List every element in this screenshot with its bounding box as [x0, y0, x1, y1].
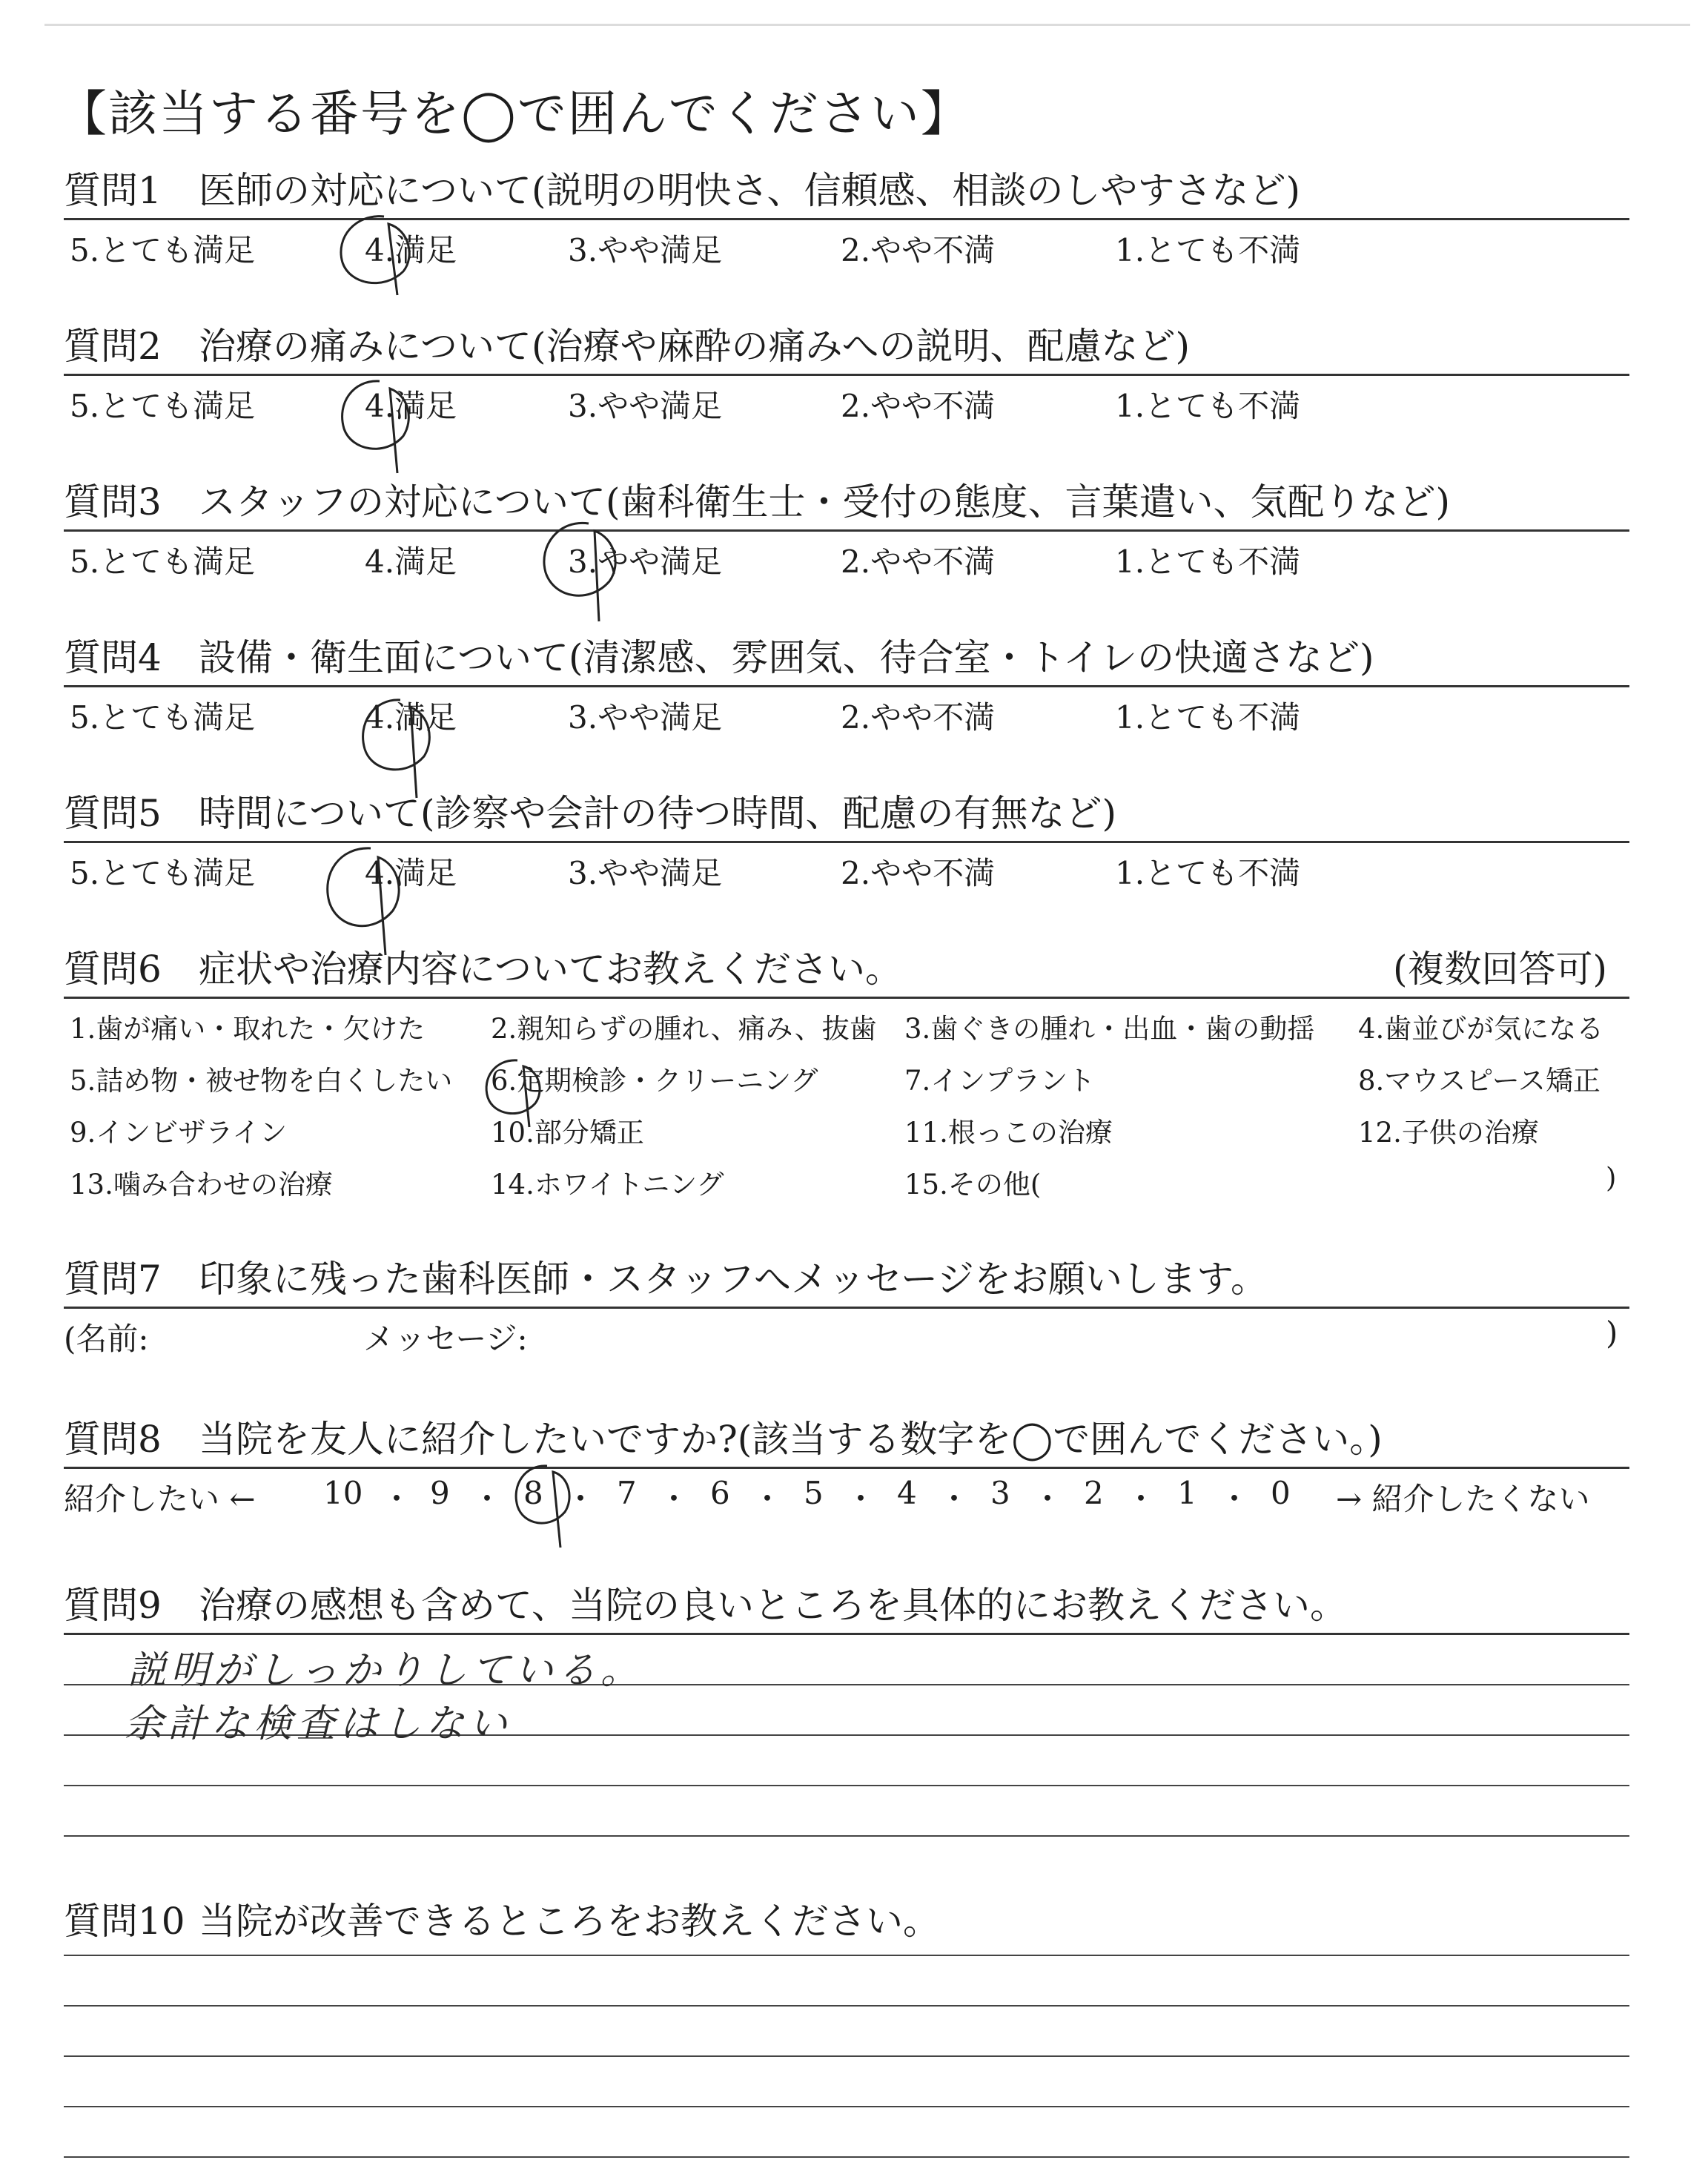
question-number: 質問8: [64, 1418, 162, 1461]
name-label: (名前:: [64, 1321, 149, 1357]
scale-1[interactable]: 1: [1177, 1475, 1197, 1511]
message-close-paren: ): [1606, 1315, 1618, 1351]
question-1: [64, 165, 1629, 271]
symptom-option[interactable]: 4.歯並びが気になる: [1358, 1013, 1604, 1045]
question-2: [64, 320, 1629, 426]
rating-option-1[interactable]: 1.とても不満: [1115, 388, 1301, 424]
scale-9[interactable]: 9: [430, 1475, 450, 1511]
symptom-option[interactable]: 14.ホワイトニング: [491, 1169, 724, 1200]
divider: [64, 1633, 1629, 1635]
recommend-scale: [64, 1475, 1629, 1519]
rating-option-2[interactable]: 2.やや不満: [841, 544, 996, 580]
divider: [64, 997, 1629, 999]
question-3: [64, 476, 1629, 582]
scale-sep: ・: [1219, 1481, 1251, 1517]
symptom-option[interactable]: 5.詰め物・被せ物を白くしたい: [70, 1065, 453, 1097]
rating-option-3[interactable]: 3.やや満足: [568, 388, 723, 424]
rating-options: [64, 538, 1629, 582]
rating-option-4[interactable]: 4.満足: [365, 388, 457, 424]
divider: [64, 529, 1629, 532]
question-8: [64, 1413, 1629, 1519]
question-text: 当院を友人に紹介したいですか?(該当する数字を◯で囲んでください。): [199, 1418, 1383, 1461]
rating-option-1[interactable]: 1.とても不満: [1115, 699, 1301, 736]
message-label: メッセージ:: [363, 1321, 528, 1357]
divider: [64, 1307, 1629, 1309]
answer-line: [64, 1835, 1629, 1837]
rating-option-5[interactable]: 5.とても満足: [70, 388, 256, 424]
question-number: 質問6: [64, 948, 162, 991]
rating-option-1[interactable]: 1.とても不満: [1115, 855, 1301, 891]
symptom-option[interactable]: 8.マウスピース矯正: [1358, 1065, 1601, 1097]
question-text: 時間について(診察や会計の待つ時間、配慮の有無など): [199, 792, 1117, 835]
question-text: 当院が改善できるところをお教えください。: [199, 1900, 940, 1943]
rating-option-5[interactable]: 5.とても満足: [70, 232, 256, 268]
rating-option-2[interactable]: 2.やや不満: [841, 232, 996, 268]
symptom-option[interactable]: 6.定期検診・クリーニング: [491, 1065, 818, 1097]
page-title: 【該当する番号を◯で囲んでください】: [58, 85, 971, 142]
scale-4[interactable]: 4: [897, 1475, 917, 1511]
rating-option-5[interactable]: 5.とても満足: [70, 544, 256, 580]
scale-sep: ・: [1032, 1481, 1064, 1517]
scale-0[interactable]: 0: [1271, 1475, 1291, 1511]
scale-sep: ・: [939, 1481, 970, 1517]
symptom-options: [64, 1006, 1629, 1221]
question-number: 質問9: [64, 1584, 162, 1627]
symptom-option[interactable]: 9.インビザライン: [70, 1117, 288, 1149]
question-number: 質問2: [64, 325, 162, 368]
rating-option-5[interactable]: 5.とても満足: [70, 699, 256, 736]
question-text: 設備・衛生面について(清潔感、雰囲気、待合室・トイレの快適さなど): [199, 636, 1374, 679]
scale-sep: ・: [752, 1481, 784, 1517]
rating-option-3[interactable]: 3.やや満足: [568, 232, 723, 268]
question-text: スタッフの対応について(歯科衛生士・受付の態度、言葉遣い、気配りなど): [199, 480, 1451, 524]
symptom-option[interactable]: 7.インプラント: [904, 1065, 1096, 1097]
question-text: 治療の感想も含めて、当院の良いところを具体的にお教えください。: [199, 1584, 1347, 1627]
divider: [64, 218, 1629, 220]
other-close-paren: ): [1606, 1162, 1617, 1194]
answer-line: [64, 2106, 1629, 2107]
scale-10[interactable]: 10: [323, 1475, 363, 1511]
rating-option-4[interactable]: 4.満足: [365, 855, 457, 891]
symptom-option[interactable]: 3.歯ぐきの腫れ・出血・歯の動揺: [904, 1013, 1315, 1045]
handwritten-answer-2: 余計な検査はしない: [125, 1702, 512, 1746]
question-text: 印象に残った歯科医師・スタッフへメッセージをお願いします。: [199, 1258, 1268, 1301]
symptom-option[interactable]: 13.噛み合わせの治療: [70, 1169, 333, 1200]
scale-sep: ・: [658, 1481, 690, 1517]
scale-6[interactable]: 6: [710, 1475, 730, 1511]
scale-sep: ・: [845, 1481, 877, 1517]
symptom-option[interactable]: 2.親知らずの腫れ、痛み、抜歯: [491, 1013, 877, 1045]
symptom-option[interactable]: 10.部分矯正: [491, 1117, 644, 1149]
question-5: [64, 787, 1629, 894]
rating-option-3[interactable]: 3.やや満足: [568, 855, 723, 891]
rating-options: [64, 849, 1629, 894]
question-number: 質問4: [64, 636, 162, 679]
divider: [64, 1467, 1629, 1469]
rating-option-2[interactable]: 2.やや不満: [841, 699, 996, 736]
scale-left-label: 紹介したい ←: [64, 1481, 256, 1517]
rating-options: [64, 693, 1629, 738]
symptom-option[interactable]: 1.歯が痛い・取れた・欠けた: [70, 1013, 426, 1045]
scale-7[interactable]: 7: [617, 1475, 637, 1511]
answer-line: [64, 2055, 1629, 2057]
rating-option-1[interactable]: 1.とても不満: [1115, 544, 1301, 580]
answer-line: [64, 1955, 1629, 1956]
message-row: [64, 1315, 1629, 1359]
scale-2[interactable]: 2: [1084, 1475, 1104, 1511]
scale-sep: ・: [1125, 1481, 1157, 1517]
question-number: 質問1: [64, 169, 162, 212]
top-border: [44, 24, 1690, 26]
question-4: [64, 632, 1629, 738]
rating-options: [64, 382, 1629, 426]
rating-option-3[interactable]: 3.やや満足: [568, 544, 723, 580]
question-7: [64, 1253, 1629, 1359]
question-10: [64, 1895, 1629, 2158]
question-number: 質問3: [64, 480, 162, 524]
symptom-option[interactable]: 15.その他(: [904, 1169, 1042, 1200]
symptom-option[interactable]: 12.子供の治療: [1358, 1117, 1539, 1149]
rating-option-4[interactable]: 4.満足: [365, 232, 457, 268]
handwritten-answer-1: 説明がしっかりしている。: [128, 1648, 644, 1693]
question-number: 質問7: [64, 1258, 162, 1301]
question-text: 症状や治療内容についてお教えください。: [199, 948, 902, 991]
rating-options: [64, 226, 1629, 271]
answer-line: [64, 2005, 1629, 2007]
scale-3[interactable]: 3: [990, 1475, 1010, 1511]
multi-answer-note: (複数回答可): [1392, 948, 1607, 991]
answer-line: [64, 2156, 1629, 2158]
question-number: 質問5: [64, 792, 162, 835]
scale-sep: ・: [471, 1481, 503, 1517]
divider: [64, 685, 1629, 687]
rating-option-2[interactable]: 2.やや不満: [841, 388, 996, 424]
scale-sep: ・: [565, 1481, 597, 1517]
answer-lines: [64, 1955, 1629, 2158]
question-text: 医師の対応について(説明の明快さ、信頼感、相談のしやすさなど): [199, 169, 1301, 212]
rating-option-3[interactable]: 3.やや満足: [568, 699, 723, 736]
rating-option-5[interactable]: 5.とても満足: [70, 855, 256, 891]
divider: [64, 841, 1629, 843]
symptom-option[interactable]: 11.根っこの治療: [904, 1117, 1113, 1149]
question-6: [64, 943, 1629, 1221]
answer-line: [64, 1785, 1629, 1786]
divider: [64, 374, 1629, 376]
rating-option-4[interactable]: 4.満足: [365, 699, 457, 736]
rating-option-1[interactable]: 1.とても不満: [1115, 232, 1301, 268]
scale-5[interactable]: 5: [804, 1475, 824, 1511]
scale-right-label: → 紹介したくない: [1336, 1481, 1590, 1517]
rating-option-4[interactable]: 4.満足: [365, 544, 457, 580]
rating-option-2[interactable]: 2.やや不満: [841, 855, 996, 891]
scale-8[interactable]: 8: [523, 1475, 543, 1511]
question-text: 治療の痛みについて(治療や麻酔の痛みへの説明、配慮など): [199, 325, 1191, 368]
question-number: 質問10: [64, 1900, 185, 1943]
scale-sep: ・: [381, 1481, 413, 1517]
